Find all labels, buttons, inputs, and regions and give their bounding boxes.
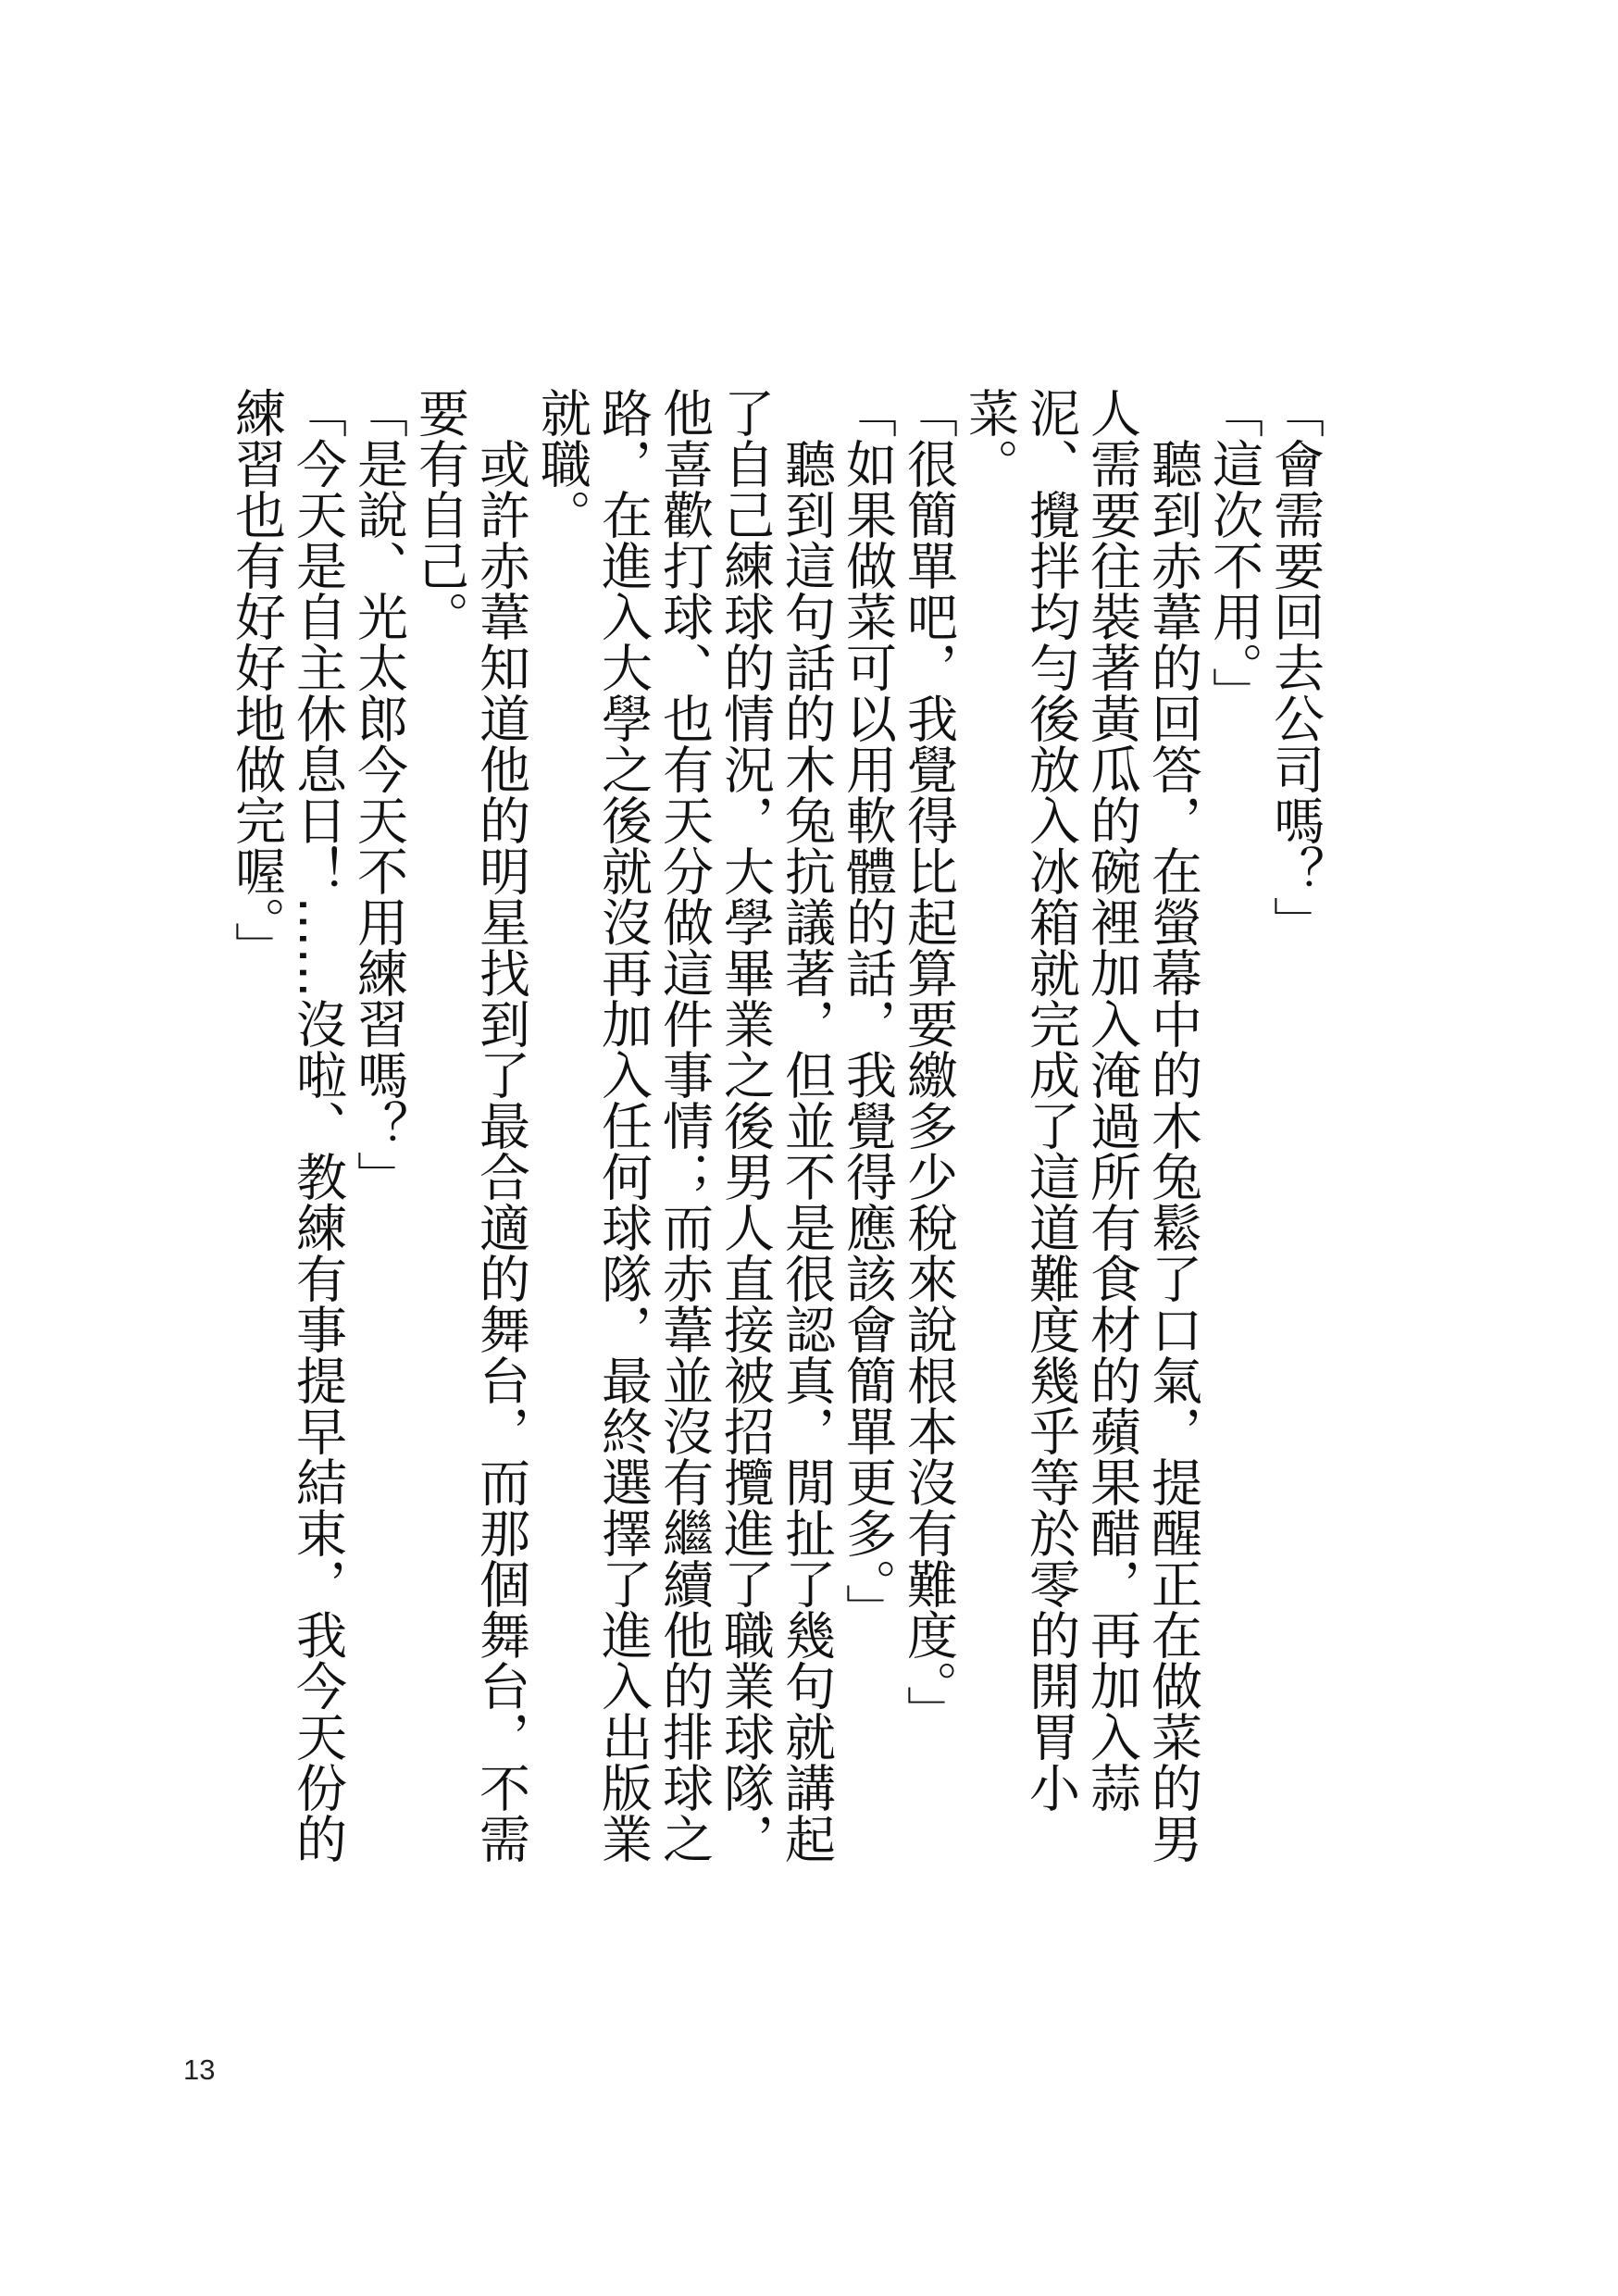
paragraph-narration: 聽到這句話的木兔抗議著，但並不是很認真，閒扯了幾句就講起了自己練球的情況，大學畢業之後男人直接被招攬進了職業球隊，他喜歡打球、也有天分做這件事情；而赤葦並沒有繼續他的排球之路，在進入大學之後就沒再加入任何球隊，最終選擇了進入出版業就職。 [532, 387, 836, 1864]
paragraph-dialogue: 「很簡單吧，我覺得比起算要繳多少稅來說根本沒有難度。」 [899, 387, 958, 1737]
paragraph-narration: 或許赤葦知道他的明星找到了最合適的舞台，而那個舞台，不需要有自己。 [410, 387, 530, 1864]
paragraph-dialogue: 「是說、光太郎今天不用練習嗎？」 [349, 387, 408, 1202]
vertical-text-body [215, 387, 1326, 1887]
paragraph-narration: 聽到赤葦的回答，在螢幕中的木兔鬆了口氣，提醒正在做菜的男人需要往裝著黃瓜的碗裡加入淹過所有食材的蘋果醋，再加入蒜泥、攪拌均勻後放入冰箱就完成了這道難度幾乎等於零的開胃小菜。 [960, 387, 1202, 1864]
paragraph-dialogue: 「如果做菜可以用軟體的話，我覺得應該會簡單更多。」 [838, 387, 897, 1635]
paragraph-dialogue: 「這次不用。」 [1204, 387, 1263, 718]
paragraph-dialogue: 「會需要回去公司嗎？」 [1265, 387, 1325, 947]
paragraph-dialogue: 「今天是自主休息日！……沒啦、教練有事提早結束，我今天份的練習也有好好地做完喔。」 [227, 387, 347, 1864]
page-number: 13 [183, 2053, 216, 2086]
